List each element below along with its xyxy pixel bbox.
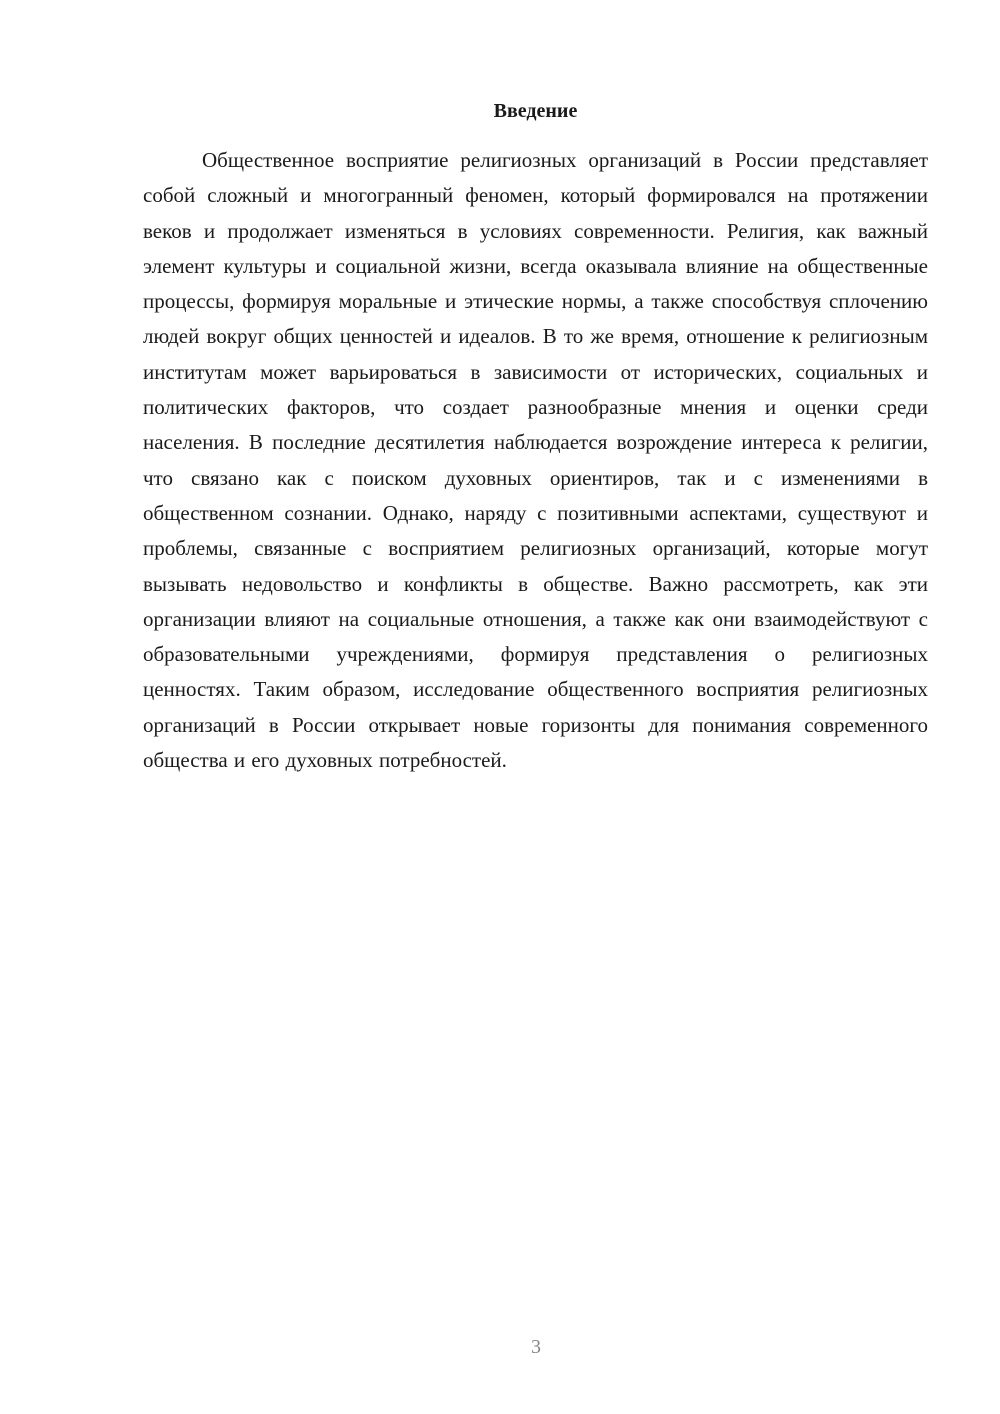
page-number: 3 bbox=[531, 1336, 541, 1358]
body-paragraph: Общественное восприятие религиозных организаций в России представляет собой сложный и многогранный феномен, который формировался на протяжении веков и продолжает изменяться в условиях современности. Религия, как важный элемент культуры и социальной жизни, всегда оказывала влияние на общественные процессы, формируя моральные и этические нормы, а также способствуя сплочению людей вокруг общих ценностей и идеалов. В то же время, отношение к религиозным институтам может варьироваться в зависимости от исторических, социальных и политических факторов, что создает разнообразные мнения и оценки среди населения. В последние десятилетия наблюдается возрождение интереса к религии, что связано как с поиском духовных ориентиров, так и с изменениями в общественном сознании. Однако, наряду с позитивными аспектами, существуют и проблемы, связанные с восприятием религиозных организаций, которые могут вызывать недовольство и конфликты в обществе. Важно рассмотреть, как эти организации влияют на социальные отношения, а также как они взаимодействуют с образовательными учреждениями, формируя представления о религиозных ценностях. Таким образом, исследование общественного восприятия религиозных организаций в России открывает новые горизонты для понимания современного общества и его духовных потребностей. bbox=[143, 148, 928, 773]
section-heading: Введение bbox=[493, 100, 578, 122]
